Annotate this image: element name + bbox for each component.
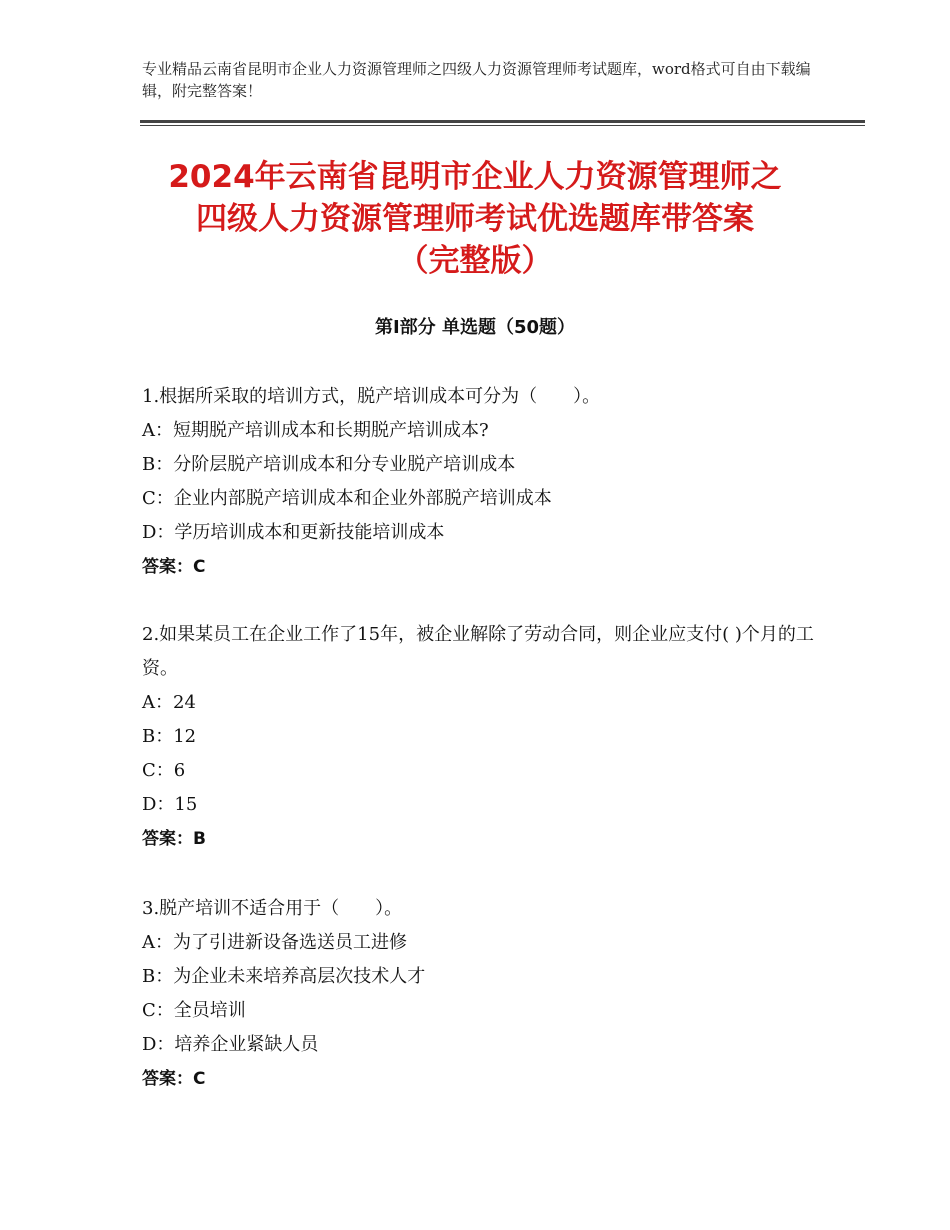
answer: 答案：B: [142, 829, 206, 849]
option-b: B：12: [142, 726, 197, 747]
option-d: D：培养企业紧缺人员: [142, 1034, 319, 1055]
option-b: B：为企业未来培养高层次技术人才: [142, 966, 426, 987]
answer: 答案：C: [142, 557, 206, 577]
option-d: D：15: [142, 794, 198, 815]
question-2: [142, 618, 822, 856]
question-3: [142, 892, 822, 1096]
option-c: C：企业内部脱产培训成本和企业外部脱产培训成本: [142, 488, 552, 509]
title-line-2: 四级人力资源管理师考试优选题库带答案: [196, 201, 754, 237]
title-line-3: （完整版）: [397, 243, 553, 279]
question-stem: 2.如果某员工在企业工作了15年，被企业解除了劳动合同，则企业应支付( )个月的工资。: [142, 624, 814, 679]
option-d: D：学历培训成本和更新技能培训成本: [142, 522, 445, 543]
document-title: [80, 156, 870, 282]
option-c: C：6: [142, 760, 186, 781]
header-divider: [140, 120, 865, 126]
option-a: A：短期脱产培训成本和长期脱产培训成本?: [142, 420, 489, 441]
option-c: C：全员培训: [142, 1000, 246, 1021]
title-line-1: 2024年云南省昆明市企业人力资源管理师之: [168, 159, 782, 195]
option-b: B：分阶层脱产培训成本和分专业脱产培训成本: [142, 454, 516, 475]
header-note: 专业精品云南省昆明市企业人力资源管理师之四级人力资源管理师考试题库，word格式可自由下载编辑，附完整答案！: [142, 60, 811, 100]
question-stem: 1.根据所采取的培训方式，脱产培训成本可分为（ ）。: [142, 386, 601, 407]
section-heading: 第Ⅰ部分 单选题（50题）: [374, 317, 575, 338]
answer: 答案：C: [142, 1069, 206, 1089]
option-a: A：24: [142, 692, 196, 713]
question-1: [142, 380, 822, 584]
option-a: A：为了引进新设备选送员工进修: [142, 932, 407, 953]
question-stem: 3.脱产培训不适合用于（ ）。: [142, 898, 403, 919]
